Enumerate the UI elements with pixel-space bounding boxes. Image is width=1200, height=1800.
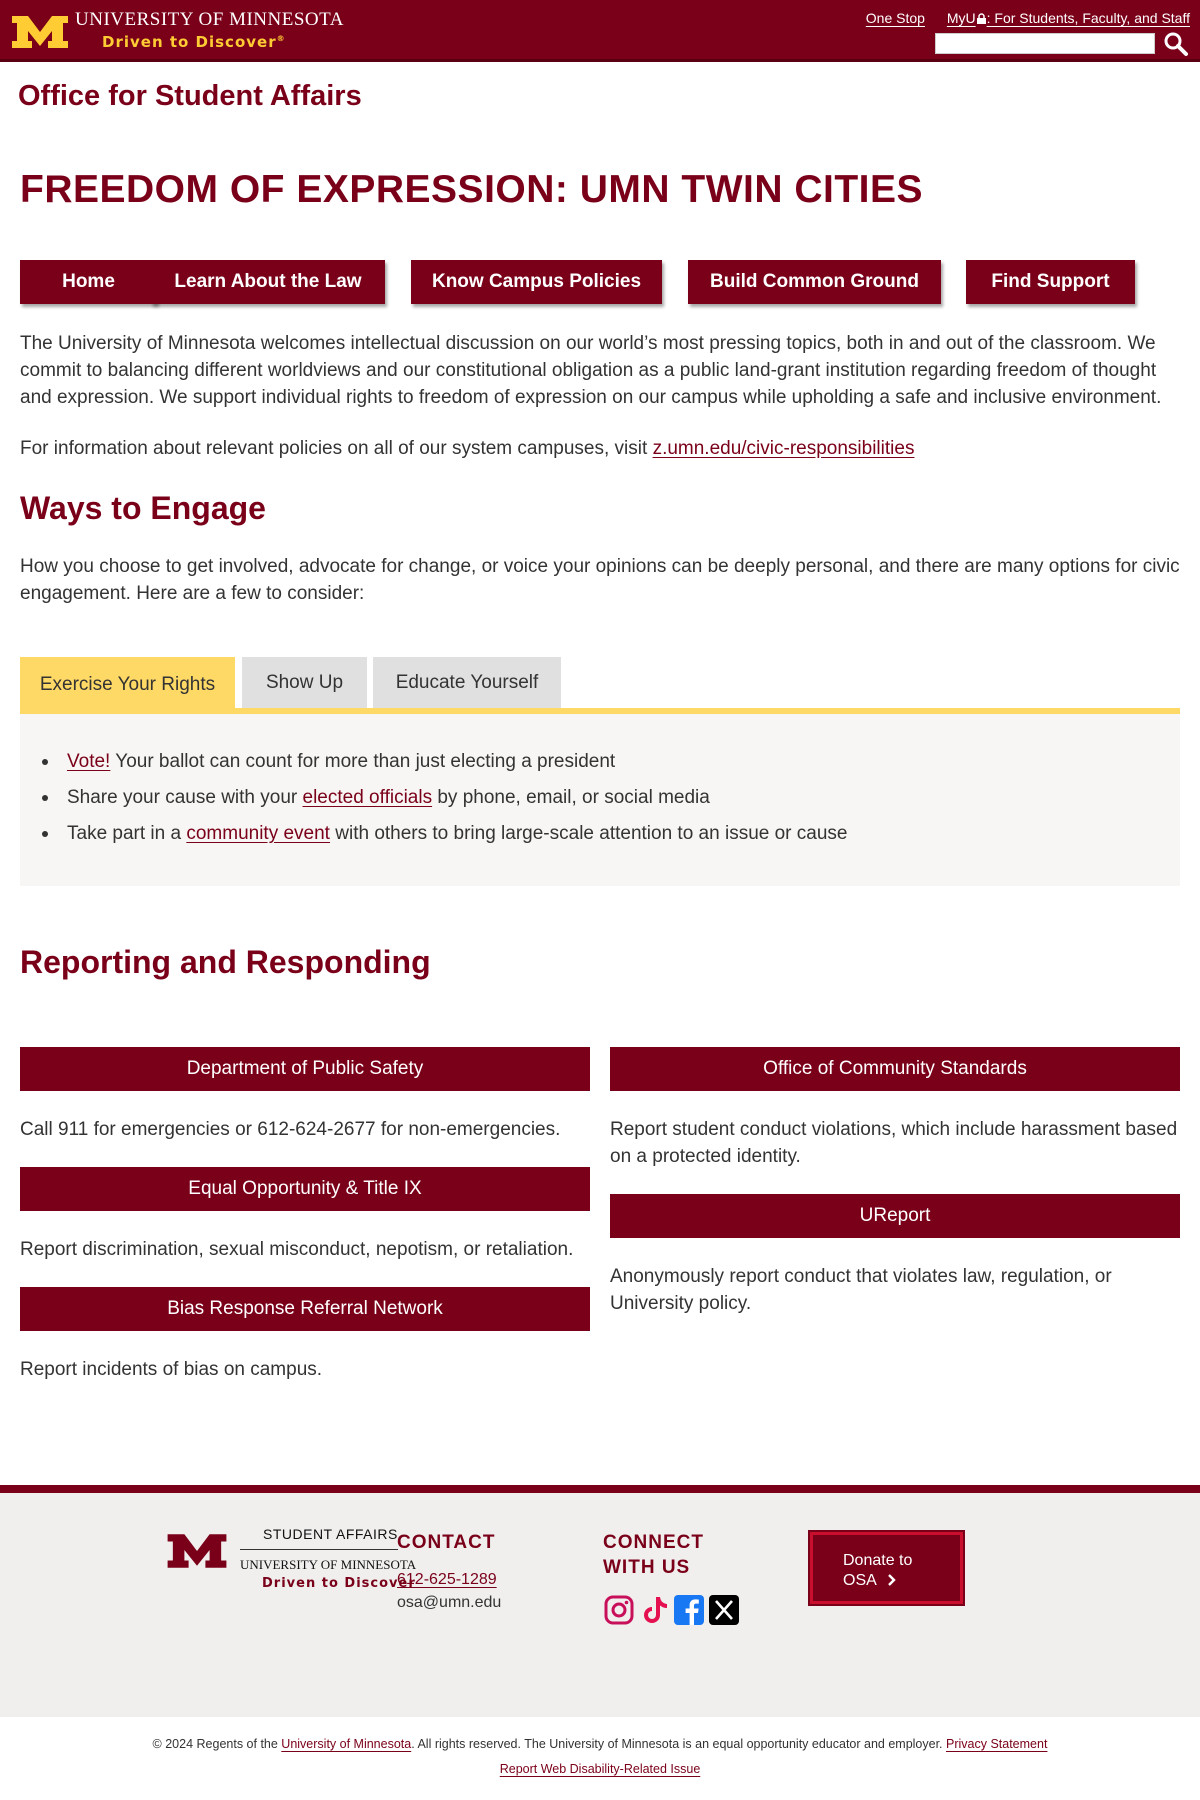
info-paragraph: For information about relevant policies on all of our system campuses, visit z.umn.edu/civic-responsibilities bbox=[20, 438, 915, 459]
unit-title[interactable]: Office for Student Affairs bbox=[18, 80, 362, 112]
intro-paragraph: The University of Minnesota welcomes intellectual discussion on our world’s most pressing topics, both in and out of the classroom. We commit to balancing different worldviews and our constitutional obligation as a public land-grant institution regarding freedom of thought and expression. We support individual rights to freedom of expression on our campus while upholding a safe and inclusive environment. bbox=[20, 333, 1162, 408]
search-input[interactable] bbox=[935, 33, 1155, 54]
tab-educate-yourself[interactable]: Educate Yourself bbox=[373, 657, 561, 708]
bias-response-text: Report incidents of bias on campus. bbox=[20, 1359, 323, 1380]
email-text: osa@umn.edu bbox=[397, 1594, 502, 1611]
nav-learn-law-button[interactable]: Learn About the Law bbox=[151, 260, 385, 304]
civic-responsibilities-link[interactable]: z.umn.edu/civic-responsibilities bbox=[652, 438, 915, 459]
vote-link[interactable]: Vote! bbox=[67, 751, 111, 772]
instagram-icon[interactable] bbox=[603, 1594, 635, 1626]
contact-info bbox=[397, 1568, 501, 1614]
tab-panel bbox=[20, 714, 1180, 886]
engage-tabs bbox=[20, 657, 1180, 713]
footer-logo-divider bbox=[240, 1549, 398, 1550]
connect-heading: CONNECT WITH US bbox=[603, 1532, 704, 1578]
university-name[interactable]: UNIVERSITY OF MINNESOTA bbox=[75, 9, 344, 30]
footer-tagline: Driven to Discover bbox=[262, 1576, 416, 1591]
community-standards-button[interactable]: Office of Community Standards bbox=[610, 1047, 1180, 1091]
search-icon[interactable] bbox=[1162, 30, 1190, 58]
facebook-icon[interactable] bbox=[673, 1594, 705, 1626]
report-disability-issue-link[interactable]: Report Web Disability-Related Issue bbox=[499, 1762, 701, 1776]
chevron-right-icon bbox=[886, 1574, 898, 1586]
privacy-statement-link[interactable]: Privacy Statement bbox=[946, 1737, 1048, 1751]
list-item: Vote! Your ballot can count for more than just electing a president bbox=[40, 744, 847, 780]
public-safety-text: Call 911 for emergencies or 612-624-2677 for non-emergencies. bbox=[20, 1119, 561, 1140]
copyright-text: © 2024 Regents of the University of Minnesota. All rights reserved. The University of Minnesota is an equal opportunity educator and employer. Privacy Statement bbox=[152, 1737, 1048, 1751]
footer-block-m-logo-icon[interactable] bbox=[162, 1530, 232, 1572]
footer-unit-name: STUDENT AFFAIRS bbox=[263, 1526, 398, 1542]
reporting-heading: Reporting and Responding bbox=[20, 944, 431, 980]
engage-paragraph: How you choose to get involved, advocate for change, or voice your opinions can be deeply personal, and there are many options for civic engagement. Here are a few to consider: bbox=[20, 556, 1180, 604]
block-m-logo-icon[interactable] bbox=[10, 12, 70, 52]
engage-list bbox=[40, 744, 847, 852]
donate-button[interactable]: Donate to OSA bbox=[810, 1532, 963, 1604]
myu-link[interactable]: MyU : For Students, Faculty, and Staff bbox=[946, 10, 1190, 26]
ureport-text: Anonymously report conduct that violates law, regulation, or University policy. bbox=[610, 1266, 1112, 1314]
legal-bar bbox=[0, 1717, 1200, 1800]
title-ix-text: Report discrimination, sexual misconduct, nepotism, or retaliation. bbox=[20, 1239, 574, 1260]
ureport-button[interactable]: UReport bbox=[610, 1194, 1180, 1238]
nav-campus-policies-button[interactable]: Know Campus Policies bbox=[411, 260, 662, 304]
list-item: Share your cause with your elected officials by phone, email, or social media bbox=[40, 780, 847, 816]
title-ix-button[interactable]: Equal Opportunity & Title IX bbox=[20, 1167, 590, 1211]
phone-link[interactable]: 612-625-1289 bbox=[397, 1571, 497, 1588]
nav-common-ground-button[interactable]: Build Common Ground bbox=[688, 260, 941, 304]
top-links bbox=[848, 10, 1190, 26]
tagline: Driven to Discover® bbox=[102, 33, 286, 51]
site-footer bbox=[0, 1485, 1200, 1717]
site-header bbox=[0, 0, 1200, 62]
x-icon[interactable] bbox=[708, 1594, 740, 1626]
public-safety-button[interactable]: Department of Public Safety bbox=[20, 1047, 590, 1091]
nav-home-button[interactable]: Home bbox=[20, 260, 157, 304]
university-link[interactable]: University of Minnesota bbox=[281, 1737, 412, 1751]
nav-find-support-button[interactable]: Find Support bbox=[966, 260, 1135, 304]
community-standards-text: Report student conduct violations, which include harassment based on a protected identity. bbox=[610, 1119, 1178, 1167]
lock-icon bbox=[976, 13, 987, 24]
one-stop-link[interactable]: One Stop bbox=[865, 10, 925, 26]
community-event-link[interactable]: community event bbox=[186, 823, 330, 844]
tab-show-up[interactable]: Show Up bbox=[242, 657, 367, 708]
ways-to-engage-heading: Ways to Engage bbox=[20, 490, 266, 526]
report-issue-line bbox=[0, 1762, 1200, 1776]
elected-officials-link[interactable]: elected officials bbox=[302, 787, 433, 808]
contact-heading: CONTACT bbox=[397, 1532, 496, 1553]
list-item: Take part in a community event with others to bring large-scale attention to an issue or cause bbox=[40, 816, 847, 852]
bias-response-button[interactable]: Bias Response Referral Network bbox=[20, 1287, 590, 1331]
page-title: FREEDOM OF EXPRESSION: UMN TWIN CITIES bbox=[20, 168, 924, 211]
tiktok-icon[interactable] bbox=[638, 1594, 670, 1626]
tab-exercise-your-rights[interactable]: Exercise Your Rights bbox=[20, 657, 235, 713]
footer-university-name: UNIVERSITY OF MINNESOTA bbox=[240, 1557, 417, 1572]
